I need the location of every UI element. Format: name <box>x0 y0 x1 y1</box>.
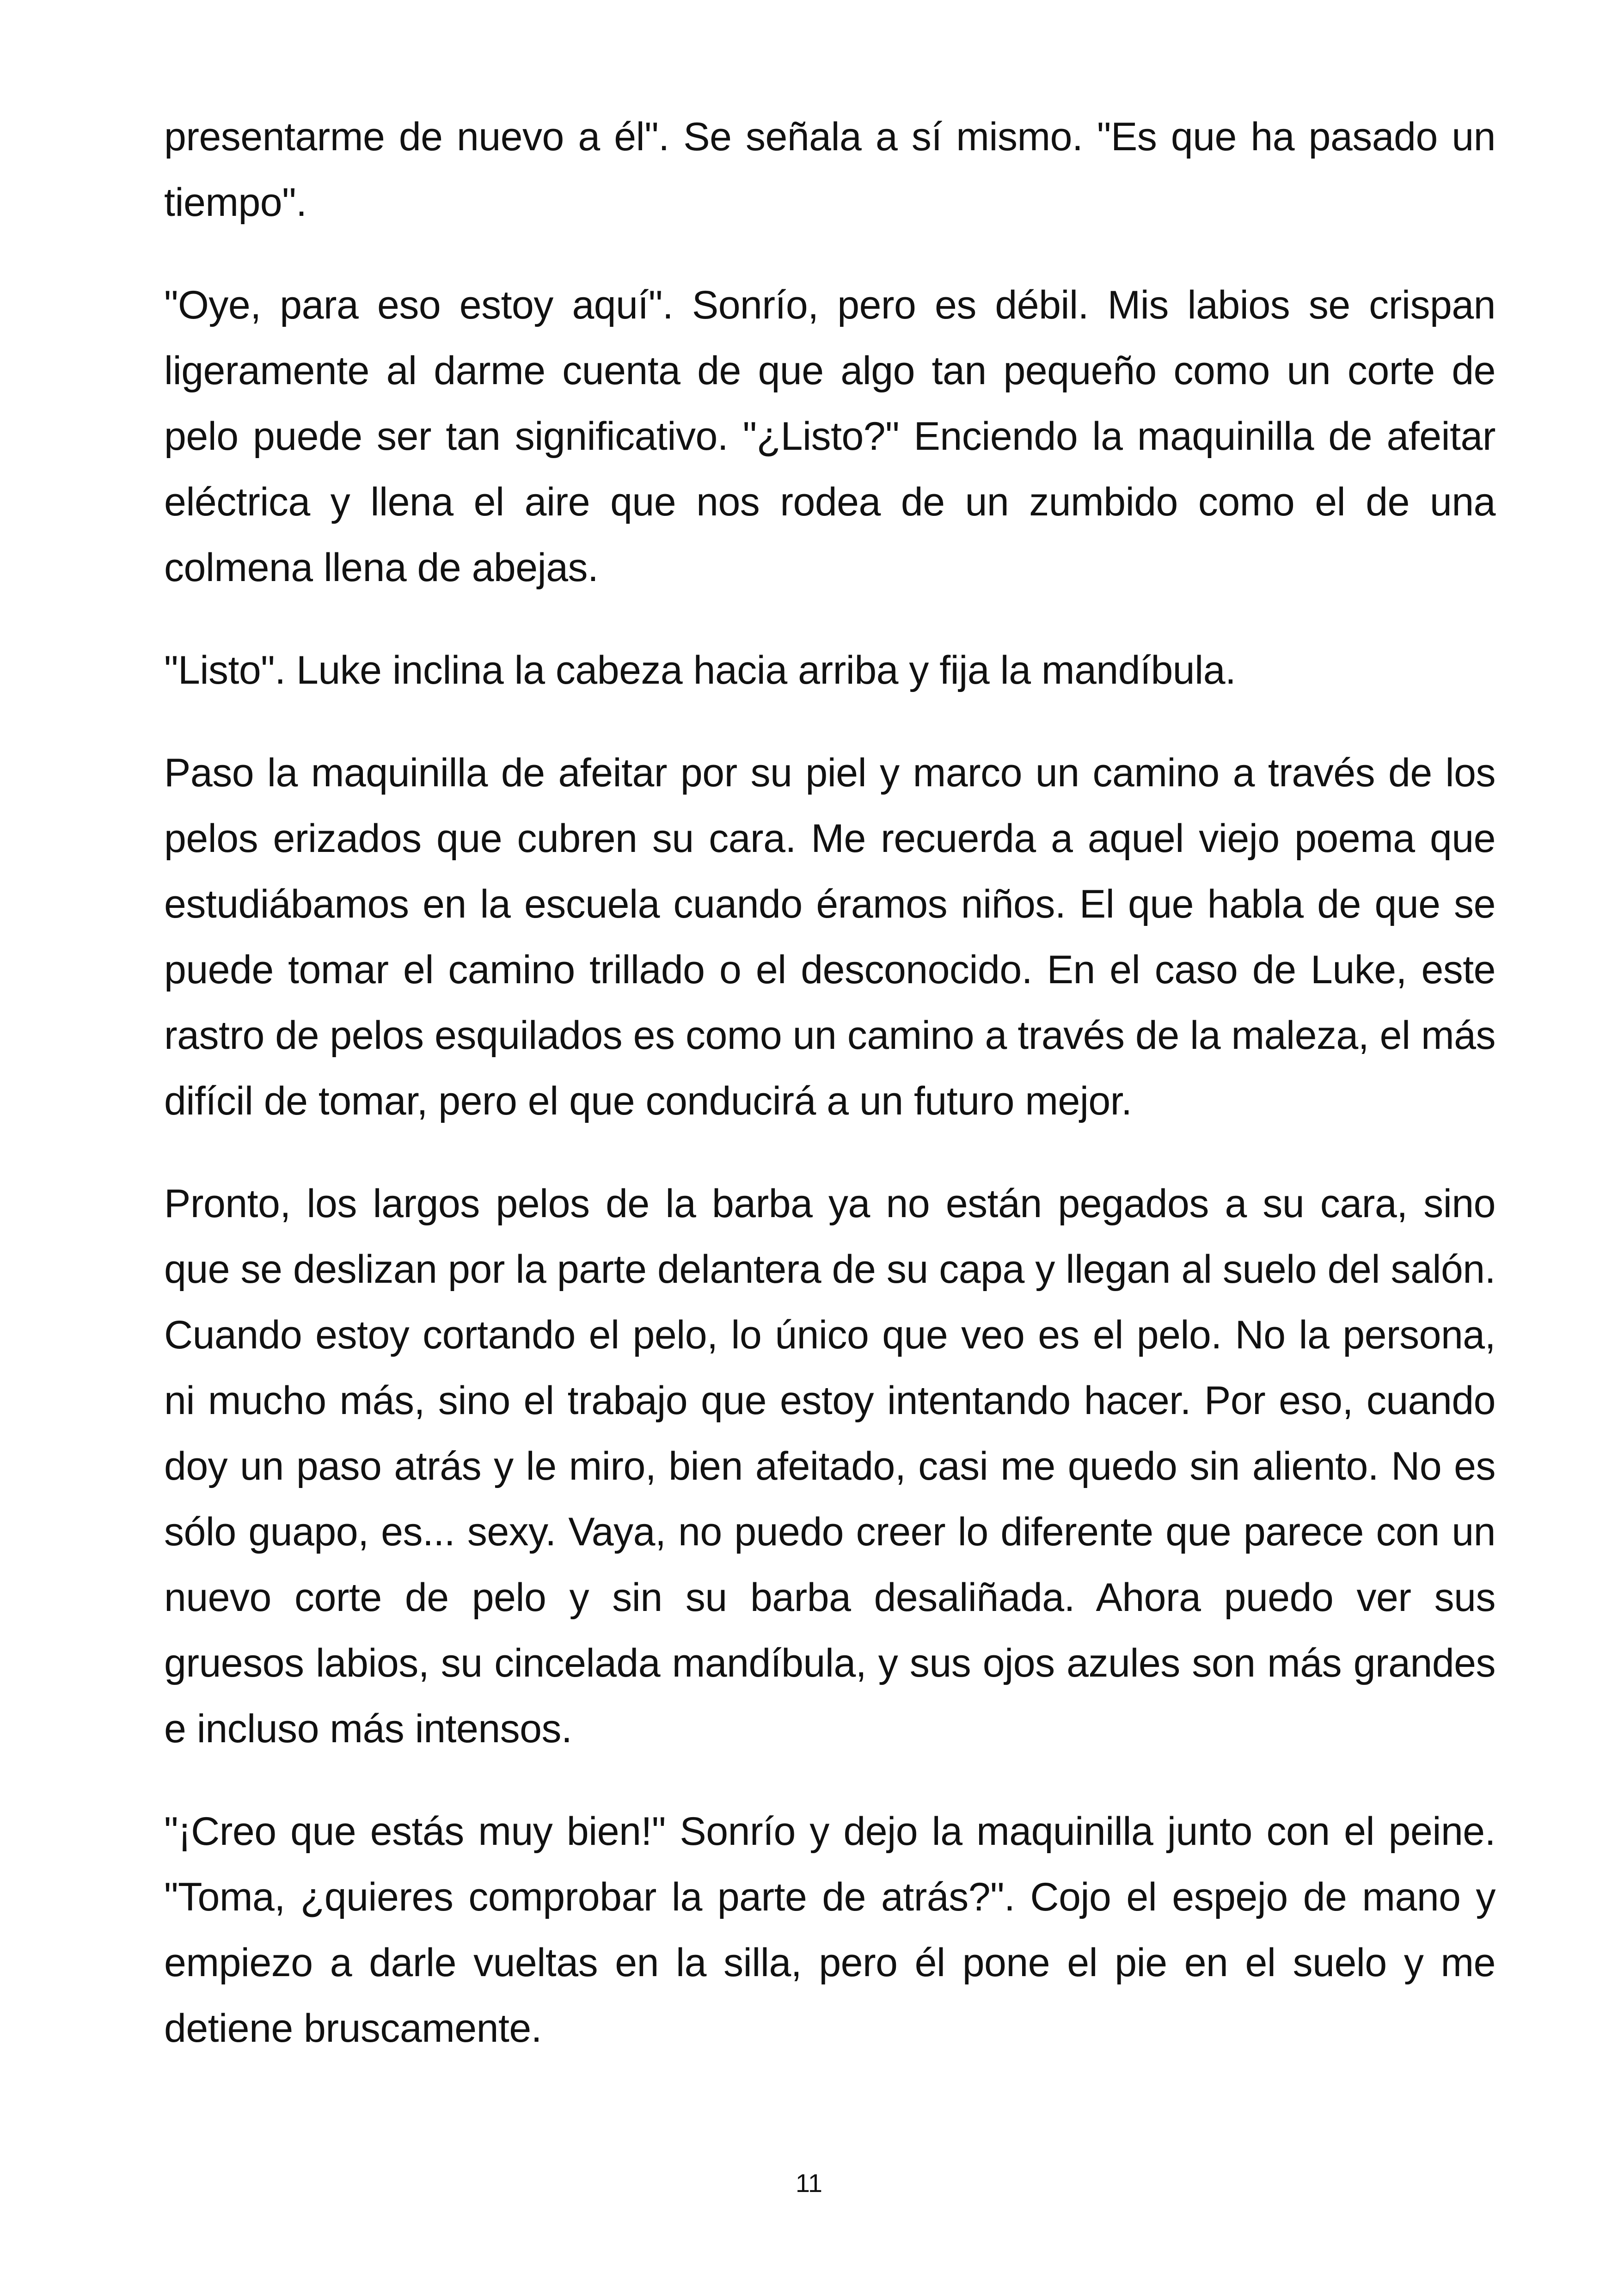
paragraph-3: "Listo". Luke inclina la cabeza hacia arriba y fija la mandíbula. <box>164 648 1236 692</box>
paragraph-4: Paso la maquinilla de afeitar por su piel y marco un camino a través de los pelos erizados que cubren su cara. Me recuerda a aquel viejo poema que estudiábamos en la escuela cuando éramos niños. El que habla de que se puede tomar el camino trillado o el desconocido. En el caso de Luke, este rastro de pelos esquilados es como un camino a través de la maleza, el más difícil de tomar, pero el que conducirá a un futuro mejor. <box>164 751 1495 1123</box>
page-body <box>164 104 1495 2098</box>
paragraph-2: "Oye, para eso estoy aquí". Sonrío, pero es débil. Mis labios se crispan ligeramente al darme cuenta de que algo tan pequeño como un corte de pelo puede ser tan significativo. "¿Listo?" Enciendo la maquinilla de afeitar eléctrica y llena el aire que nos rodea de un zumbido como el de una colmena llena de abejas. <box>164 283 1495 590</box>
paragraph-1: presentarme de nuevo a él". Se señala a sí mismo. "Es que ha pasado un tiempo". <box>164 115 1495 225</box>
paragraph-5: Pronto, los largos pelos de la barba ya no están pegados a su cara, sino que se deslizan por la parte delantera de su capa y llegan al suelo del salón. Cuando estoy cortando el pelo, lo único que veo es el pelo. No la persona, ni mucho más, sino el trabajo que estoy intentando hacer. Por eso, cuando doy un paso atrás y le miro, bien afeitado, casi me quedo sin aliento. No es sólo guapo, es... sexy. Vaya, no puedo creer lo diferente que parece con un nuevo corte de pelo y sin su barba desaliñada. Ahora puedo ver sus gruesos labios, su cincelada mandíbula, y sus ojos azules son más grandes e incluso más intensos. <box>164 1182 1495 1751</box>
paragraph-6: "¡Creo que estás muy bien!" Sonrío y dejo la maquinilla junto con el peine. "Toma, ¿quieres comprobar la parte de atrás?". Cojo el espejo de mano y empiezo a darle vueltas en la silla, pero él pone el pie en el suelo y me detiene bruscamente. <box>164 1809 1495 2051</box>
page-number: 11 <box>795 2168 823 2198</box>
